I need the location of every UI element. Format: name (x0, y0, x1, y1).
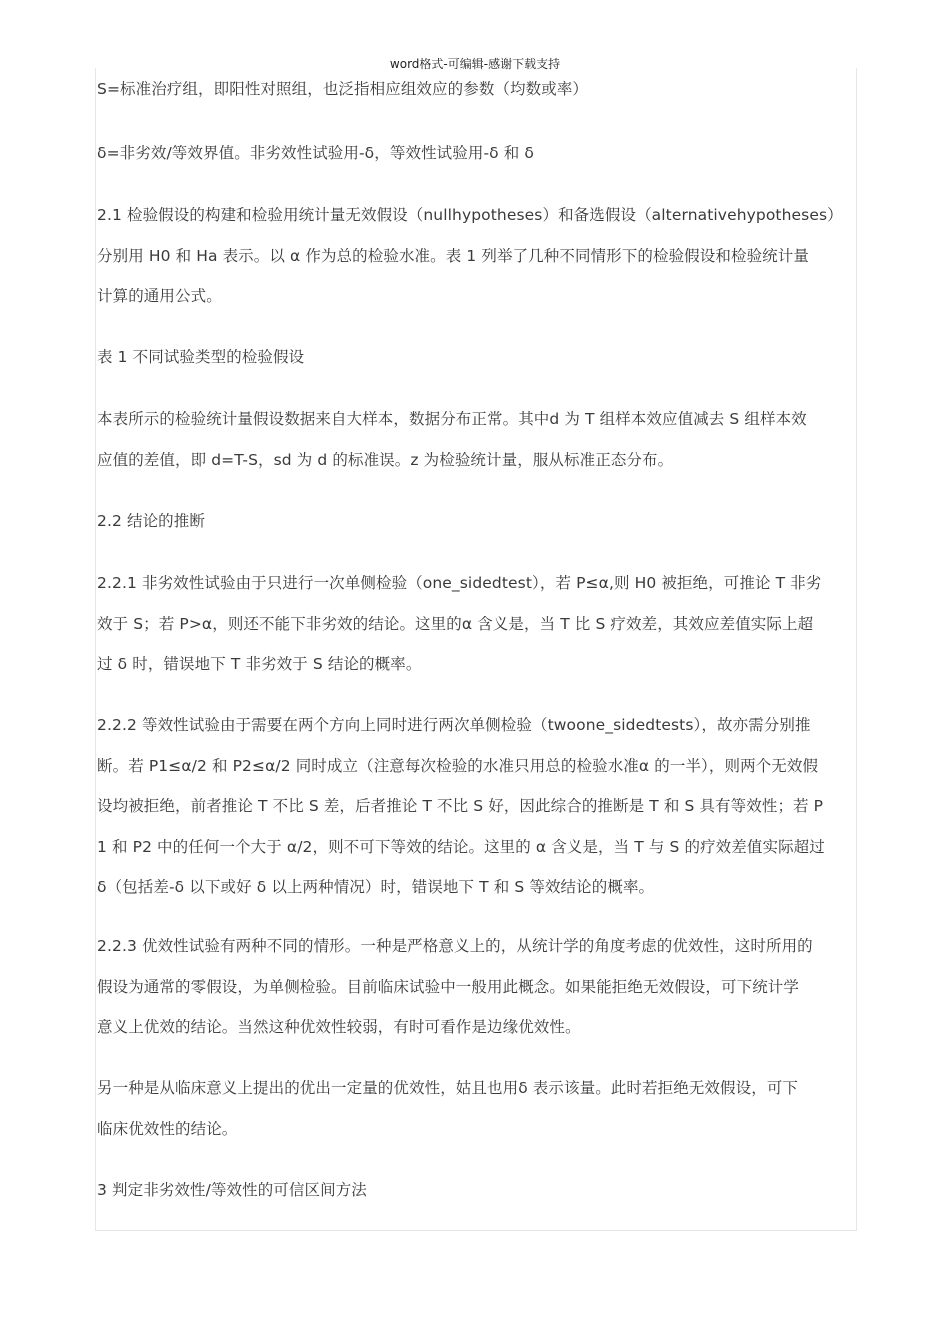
text-line: 分别用 H0 和 Ha 表示。以 α 作为总的检验水准。表 1 列举了几种不同情形下的检验假设和检验统计量 (97, 246, 809, 265)
text-line: 2.2.3 优效性试验有两种不同的情形。一种是严格意义上的，从统计学的角度考虑的优效性，这时所用的 (97, 937, 813, 955)
text-line: 意义上优效的结论。当然这种优效性较弱，有时可看作是边缘优效性。 (97, 1018, 581, 1036)
text-line: 临床优效性的结论。 (97, 1119, 238, 1138)
text-line: 断。若 P1≤α/2 和 P2≤α/2 同时成立（注意每次检验的水准只用总的检验水准α 的一半），则两个无效假 (97, 756, 819, 775)
text-line: 2.2.2 等效性试验由于需要在两个方向上同时进行两次单侧检验（twoone_sidedtests），故亦需分别推 (97, 716, 811, 734)
paragraph-delta-definition (97, 133, 855, 174)
text-line: δ（包括差-δ 以下或好 δ 以上两种情况）时，错误地下 T 和 S 等效结论的概率。 (97, 878, 655, 896)
paragraph-2-2-2 (97, 705, 855, 908)
paragraph-table-note (97, 399, 855, 480)
table-1-caption (97, 337, 855, 378)
text-line: δ=非劣效/等效界值。非劣效性试验用-δ，等效性试验用-δ 和 δ (97, 144, 534, 162)
section-2-2-heading (97, 501, 855, 542)
text-line: 1 和 P2 中的任何一个大于 α/2，则不可下等效的结论。这里的 α 含义是，当 T 与 S 的疗效差值实际超过 (97, 837, 825, 856)
text-line: 2.1 检验假设的构建和检验用统计量无效假设（nullhypotheses）和备选假设（alternativehypotheses） (97, 206, 843, 224)
text-line: 本表所示的检验统计量假设数据来自大样本，数据分布正常。其中d 为 T 组样本效应值减去 S 组样本效 (97, 410, 807, 428)
text-line: 2.2 结论的推断 (97, 512, 205, 530)
text-line: 应值的差值，即 d=T-S，sd 为 d 的标准误。z 为检验统计量，服从标准正态分布。 (97, 450, 674, 469)
paragraph-clinical-superiority (97, 1068, 855, 1149)
text-line: 过 δ 时，错误地下 T 非劣效于 S 结论的概率。 (97, 655, 422, 673)
text-line: 假设为通常的零假设，为单侧检验。目前临床试验中一般用此概念。如果能拒绝无效假设，可下统计学 (97, 977, 800, 996)
paragraph-2-2-3 (97, 926, 855, 1048)
text-line: S=标准治疗组，即阳性对照组，也泛指相应组效应的参数（均数或率） (97, 80, 589, 98)
text-line: 2.2.1 非劣效性试验由于只进行一次单侧检验（one_sidedtest），若 P≤α,则 H0 被拒绝，可推论 T 非劣 (97, 574, 822, 592)
text-line: 另一种是从临床意义上提出的优出一定量的优效性，姑且也用δ 表示该量。此时若拒绝无效假设，可下 (97, 1079, 799, 1097)
text-line: 计算的通用公式。 (97, 287, 222, 305)
text-line: 表 1 不同试验类型的检验假设 (97, 348, 305, 366)
paragraph-2-2-1 (97, 563, 855, 685)
text-line: 设均被拒绝，前者推论 T 不比 S 差，后者推论 T 不比 S 好，因此综合的推断是 T 和 S 具有等效性；若 P (97, 797, 824, 815)
text-line: 效于 S；若 P>α，则还不能下非劣效的结论。这里的α 含义是，当 T 比 S 疗效差，其效应差值实际上超 (97, 614, 814, 633)
page-header: word格式-可编辑-感谢下载支持 (389, 57, 561, 71)
text-line: 3 判定非劣效性/等效性的可信区间方法 (97, 1181, 367, 1199)
section-3-heading (97, 1170, 855, 1211)
paragraph-s-definition (97, 69, 855, 110)
paragraph-2-1 (97, 195, 855, 317)
